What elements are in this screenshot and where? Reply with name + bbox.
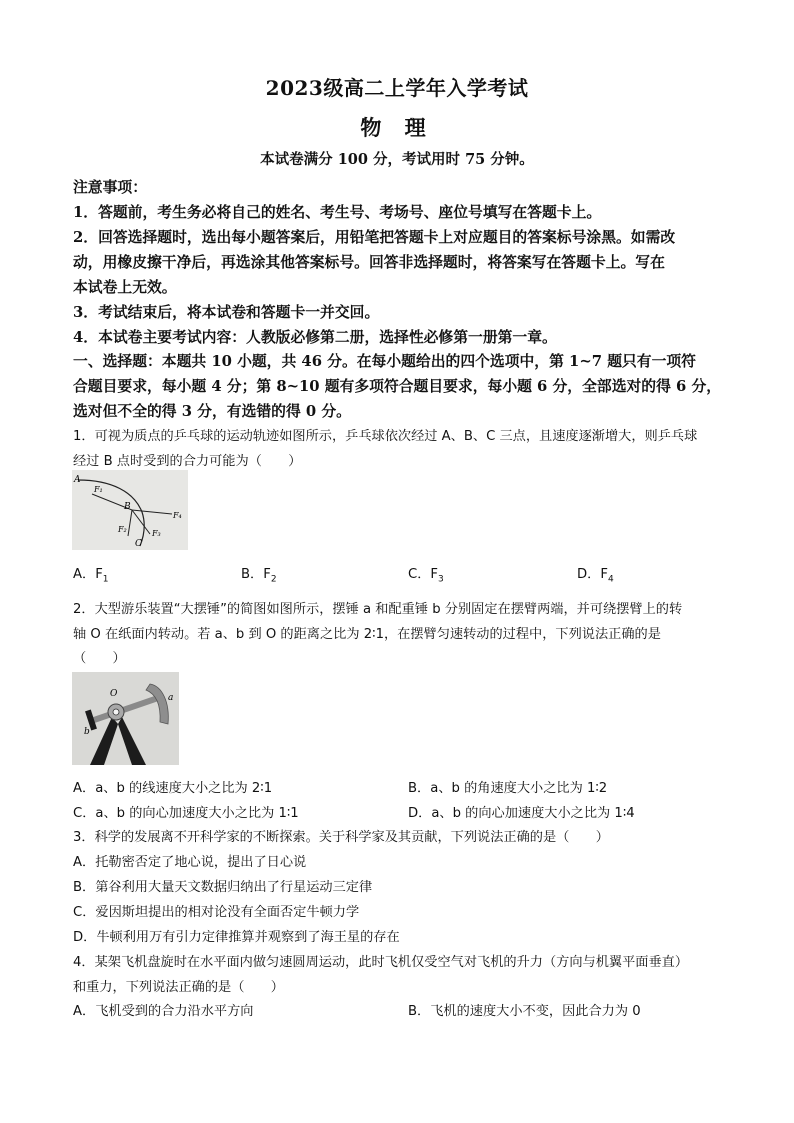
q1-label-f3: F₃ (152, 529, 161, 538)
q1-option-b[interactable]: B．$F_2$ (241, 567, 277, 585)
q3-option-b[interactable]: B．第谷利用大量天文数据归纳出了行星运动三定律 (73, 880, 373, 895)
q3-option-d[interactable]: D．牛顿利用万有引力定律推算并观察到了海王星的存在 (73, 930, 400, 945)
q1-label-f1: F₁ (94, 485, 103, 494)
q1-label-f4: F₄ (173, 511, 182, 520)
q4-stem-line-1: 4．某架飞机盘旋时在水平面内做匀速圆周运动，此时飞机仅受空气对飞机的升力（方向与机翼平面垂直） (73, 955, 689, 970)
section-1-instructions-line-3: 选对但不全的得 3 分，有选错的得 0 分。 (73, 403, 351, 420)
q4-option-b[interactable]: B．飞机的速度大小不变，因此合力为 0 (408, 1004, 641, 1019)
q2-stem-line-1: 2．大型游乐装置“大摆锤”的简图如图所示，摆锤 a 和配重锤 b 分别固定在摆臂两端，并可绕摆臂上的转 (73, 602, 683, 617)
q3-option-c[interactable]: C．爱因斯坦提出的相对论没有全面否定牛顿力学 (73, 905, 360, 920)
notes-heading: 注意事项： (73, 179, 147, 196)
section-1-instructions-line-1: 一、选择题：本题共 10 小题，共 46 分。在每小题给出的四个选项中，第 1~7 题只有一项符 (73, 353, 696, 370)
q1-trajectory-figure (72, 470, 188, 550)
q2-stem-line-2: 轴 O 在纸面内转动。若 a、b 到 O 的距离之比为 2∶1，在摆臂匀速转动的过程中，下列说法正确的是 (73, 627, 661, 642)
q2-label-b: b (84, 727, 90, 737)
score-time-line: 本试卷满分 100 分，考试用时 75 分钟。 (260, 151, 534, 168)
q2-option-d[interactable]: D．a、b 的向心加速度大小之比为 1∶4 (408, 806, 635, 821)
q2-axle-o (113, 709, 119, 715)
note-3: 3．考试结束后，将本试卷和答题卡一并交回。 (73, 304, 380, 321)
q1-label-a: A (74, 475, 81, 485)
q1-stem-line-1: 1．可视为质点的乒乓球的运动轨迹如图所示，乒乓球依次经过 A、B、C 三点，且速度逐渐增大，则乒乓球 (73, 429, 698, 444)
q4-option-a[interactable]: A．飞机受到的合力沿水平方向 (73, 1004, 254, 1019)
note-4: 4．本试卷主要考试内容：人教版必修第二册，选择性必修第一册第一章。 (73, 329, 557, 346)
q2-option-b[interactable]: B．a、b 的角速度大小之比为 1∶2 (408, 781, 608, 796)
q1-option-c[interactable]: C．$F_3$ (408, 567, 444, 585)
exam-subject: 物 理 (360, 115, 434, 140)
q4-stem-line-2: 和重力，下列说法正确的是（ ） (73, 980, 284, 995)
q2-option-a[interactable]: A．a、b 的线速度大小之比为 2∶1 (73, 781, 273, 796)
q1-label-f2: F₂ (118, 525, 127, 534)
q1-option-d[interactable]: D．$F_4$ (577, 567, 614, 585)
q2-label-a: a (168, 693, 174, 703)
note-2-line-2: 动，用橡皮擦干净后，再选涂其他答案标号。回答非选择题时，将答案写在答题卡上。写在 (73, 254, 665, 271)
q1-label-c: C (135, 539, 142, 549)
q2-stem-line-3: （ ） (73, 651, 126, 666)
q2-option-c[interactable]: C．a、b 的向心加速度大小之比为 1∶1 (73, 806, 299, 821)
q3-stem: 3．科学的发展离不开科学家的不断探索。关于科学家及其贡献，下列说法正确的是（ ） (73, 830, 609, 845)
q2-pendulum-figure (72, 672, 179, 765)
exam-title: 2023级高二上学年入学考试 (265, 76, 529, 100)
q1-option-a[interactable]: A．$F_1$ (73, 567, 109, 585)
section-1-instructions-line-2: 合题目要求，每小题 4 分；第 8~10 题有多项符合题目要求，每小题 6 分，全部选对的得 6 分， (73, 378, 722, 395)
q3-option-a[interactable]: A．托勒密否定了地心说，提出了日心说 (73, 855, 307, 870)
q2-label-o: O (110, 689, 118, 699)
note-2-line-3: 本试卷上无效。 (73, 279, 177, 296)
q1-stem-line-2: 经过 B 点时受到的合力可能为（ ） (73, 454, 302, 469)
q1-label-b: B (124, 502, 131, 512)
note-1: 1．答题前，考生务必将自己的姓名、考生号、考场号、座位号填写在答题卡上。 (73, 204, 602, 221)
note-2-line-1: 2．回答选择题时，选出每小题答案后，用铅笔把答题卡上对应题目的答案标号涂黑。如需改 (73, 229, 676, 246)
